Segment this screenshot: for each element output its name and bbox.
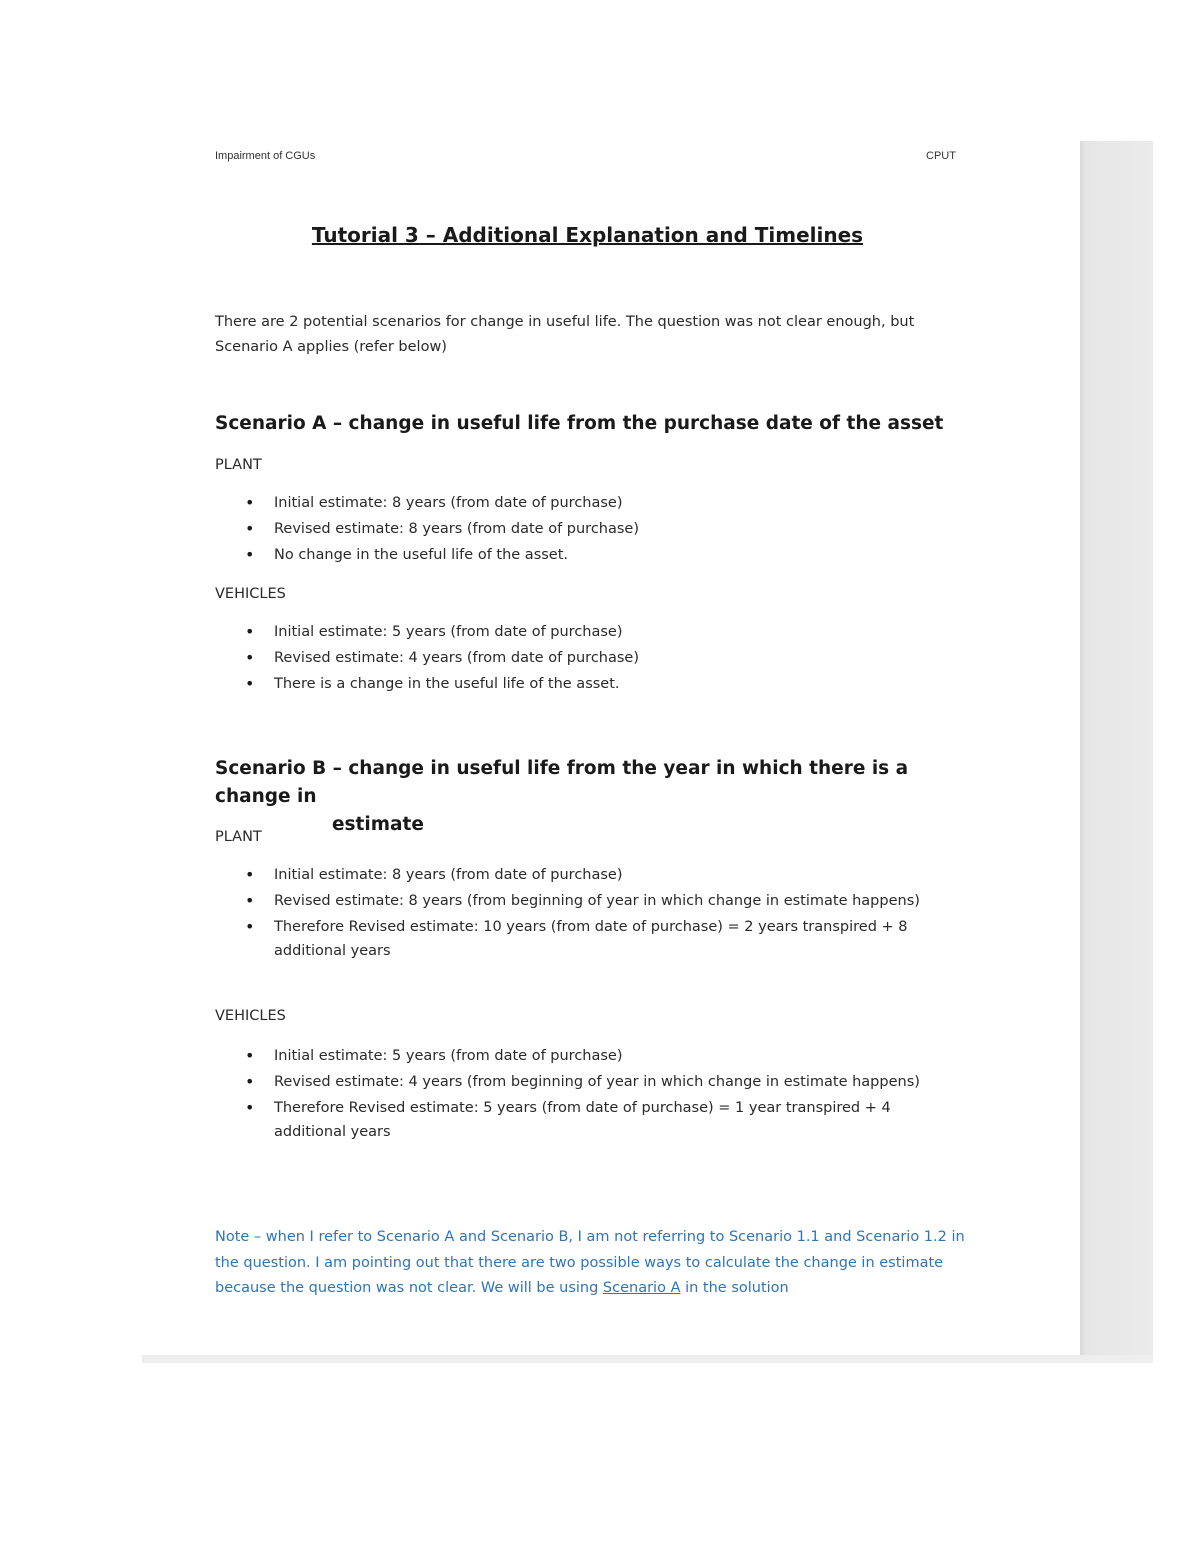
- scenario-a-plant-label: PLANT: [215, 457, 262, 473]
- note-paragraph: [215, 1225, 975, 1302]
- list-item: • Initial estimate: 8 years (from date of purchase): [245, 491, 935, 515]
- list-item: • Revised estimate: 8 years (from beginning of year in which change in estimate happens): [245, 889, 935, 913]
- list-item: • Initial estimate: 5 years (from date of purchase): [245, 1044, 935, 1068]
- header-left: Impairment of CGUs: [215, 150, 316, 162]
- list-item: • Revised estimate: 4 years (from beginning of year in which change in estimate happens): [245, 1070, 935, 1094]
- list-item: • Initial estimate: 5 years (from date of purchase): [245, 620, 935, 644]
- note-text-after: in the solution: [680, 1280, 789, 1296]
- scenario-b-vehicles-list: [245, 1044, 935, 1146]
- scenario-b-plant-label: PLANT: [215, 829, 262, 845]
- scenario-b-heading-line1: Scenario B – change in useful life from the year in which there is a change in: [215, 758, 909, 807]
- scenario-a-plant-list: [245, 491, 935, 569]
- list-item: • There is a change in the useful life of the asset.: [245, 672, 935, 696]
- intro-paragraph: There are 2 potential scenarios for change in useful life. The question was not clear enough, but Scenario A applies (refer below): [215, 314, 915, 355]
- list-item: • Therefore Revised estimate: 5 years (from date of purchase) = 1 year transpired + 4 additional years: [245, 1096, 935, 1144]
- scenario-a-heading: Scenario A – change in useful life from the purchase date of the asset: [215, 413, 944, 434]
- list-item: • Revised estimate: 8 years (from date of purchase): [245, 517, 935, 541]
- scenario-a-vehicles-list: [245, 620, 935, 698]
- scenario-b-plant-list: [245, 863, 935, 965]
- page-title: Tutorial 3 – Additional Explanation and Timelines: [311, 223, 864, 247]
- note-text-before: Note – when I refer to Scenario A and Scenario B, I am not referring to Scenario 1.1 and Scenario 1.2 in the question. I am pointing out that there are two possible ways to calculate the change in estimate because the question was not clear. We will be using: [215, 1229, 965, 1296]
- scenario-b-vehicles-label: VEHICLES: [215, 1008, 286, 1024]
- scenario-a-vehicles-label: VEHICLES: [215, 586, 286, 602]
- scenario-b-heading: [215, 755, 965, 839]
- page-side-margin: [1080, 141, 1153, 1357]
- header-right: CPUT: [926, 150, 956, 162]
- scenario-b-heading-line2: estimate: [332, 814, 424, 835]
- scenario-a-link[interactable]: Scenario A: [602, 1280, 681, 1296]
- list-item: • Revised estimate: 4 years (from date of purchase): [245, 646, 935, 670]
- list-item: • Therefore Revised estimate: 10 years (from date of purchase) = 2 years transpired + 8 additional years: [245, 915, 935, 963]
- page-bottom-edge: [142, 1355, 1153, 1363]
- list-item: • Initial estimate: 8 years (from date of purchase): [245, 863, 935, 887]
- list-item: • No change in the useful life of the asset.: [245, 543, 935, 567]
